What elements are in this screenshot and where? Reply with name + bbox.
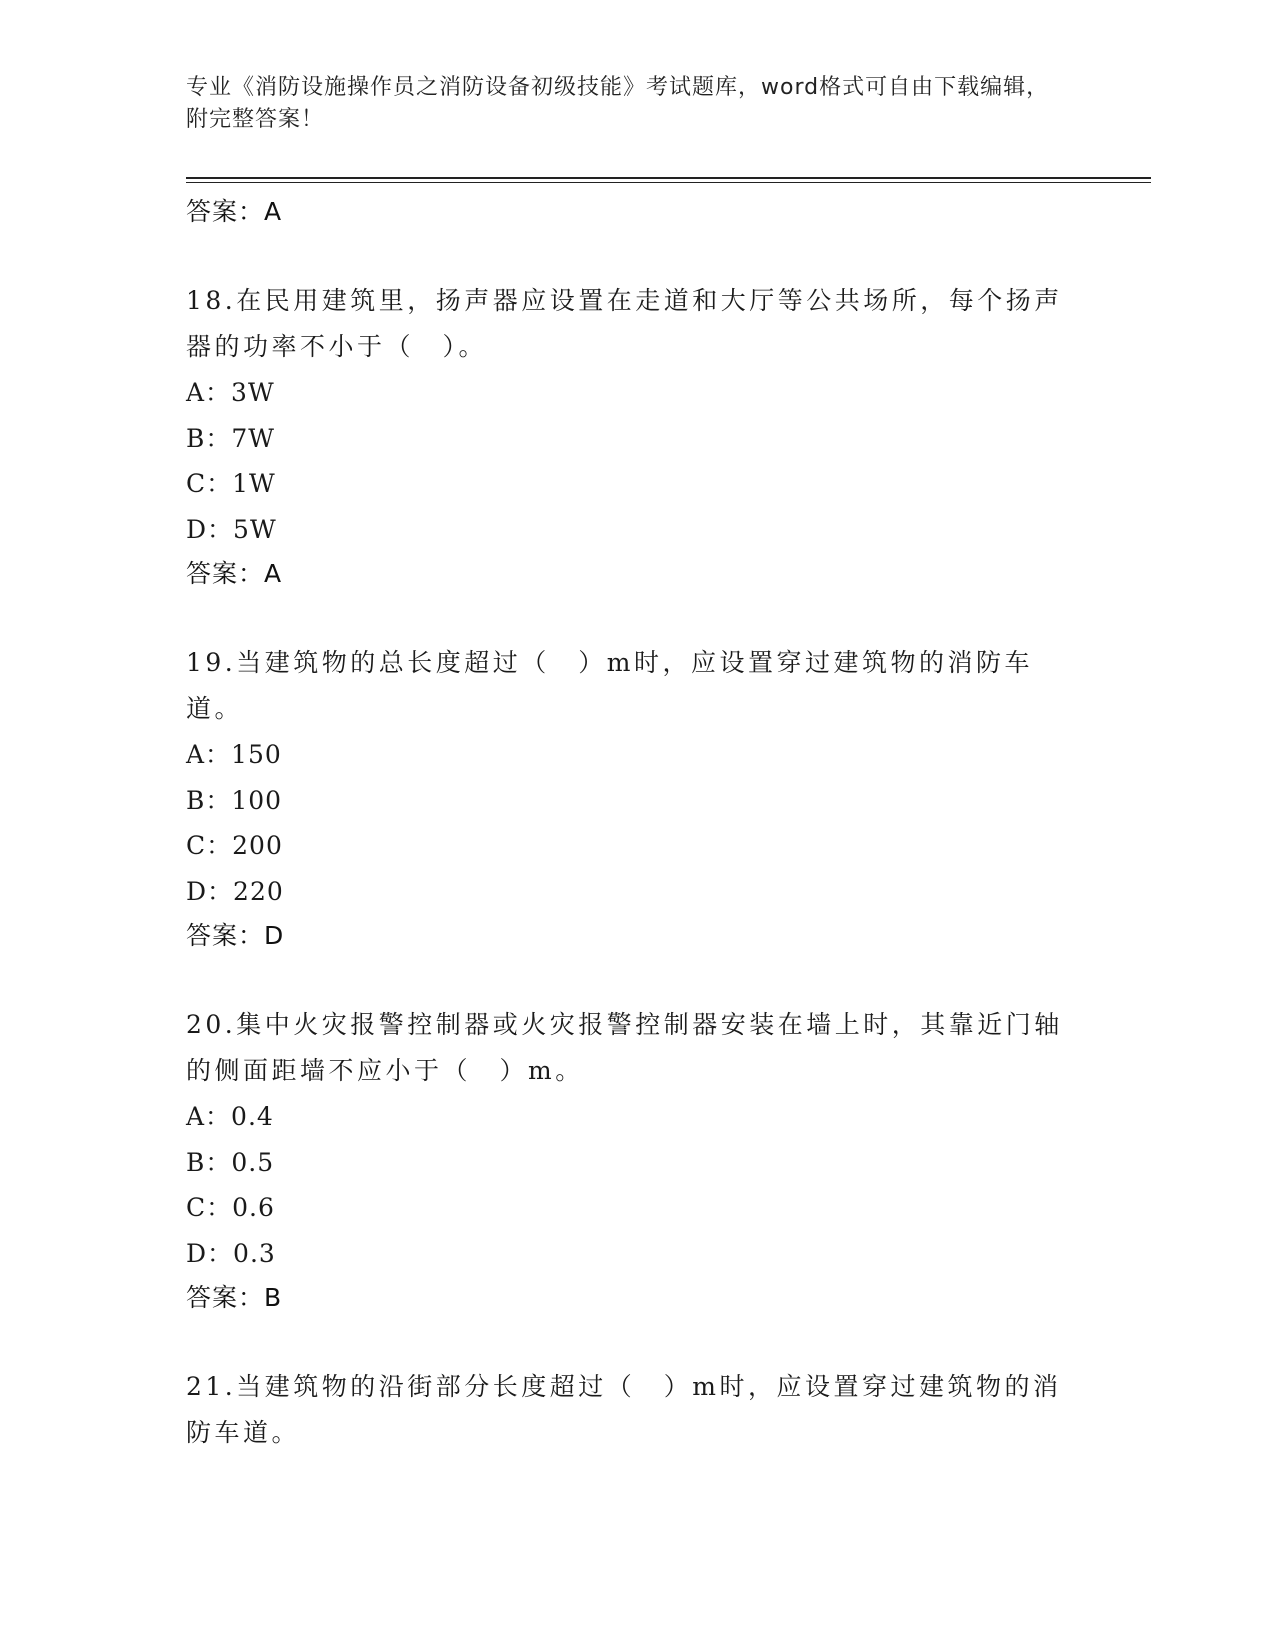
document-body (186, 190, 1086, 1456)
answer-line: 答案：A (186, 197, 283, 226)
header-rule-thick (186, 177, 1151, 179)
question-20 (186, 1002, 1086, 1320)
option-c: C：200 (186, 831, 283, 860)
page-header: 专业《消防设施操作员之消防设备初级技能》考试题库，word格式可自由下载编辑，附完整答案！ (186, 75, 1050, 132)
question-19 (186, 640, 1086, 958)
option-d: D：5W (186, 514, 277, 544)
question-18 (186, 278, 1086, 596)
question-21 (186, 1364, 1086, 1456)
answer-line: 答案：A (186, 559, 283, 588)
question-stem: 21.当建筑物的沿街部分长度超过（ ）m时，应设置穿过建筑物的消防车道。 (186, 1372, 1062, 1447)
option-b: B：100 (186, 785, 283, 815)
option-d: D：0.3 (186, 1238, 276, 1268)
option-a: A：150 (186, 740, 282, 769)
answer-line: 答案：B (186, 1283, 283, 1312)
question-stem: 18.在民用建筑里，扬声器应设置在走道和大厅等公共场所，每个扬声器的功率不小于（ ）。 (186, 286, 1063, 361)
option-c: C：1W (186, 469, 276, 498)
option-b: B：7W (186, 423, 275, 453)
question-stem: 20.集中火灾报警控制器或火灾报警控制器安装在墙上时，其靠近门轴的侧面距墙不应小于（ ）m。 (186, 1010, 1063, 1085)
option-a: A：3W (186, 378, 275, 407)
header-rule-thin (186, 182, 1151, 183)
option-b: B：0.5 (186, 1147, 275, 1177)
answer-line: 答案：D (186, 921, 285, 950)
option-c: C：0.6 (186, 1193, 275, 1222)
option-a: A：0.4 (186, 1102, 274, 1131)
question-stem: 19.当建筑物的总长度超过（ ）m时，应设置穿过建筑物的消防车道。 (186, 648, 1033, 723)
option-d: D：220 (186, 876, 284, 906)
